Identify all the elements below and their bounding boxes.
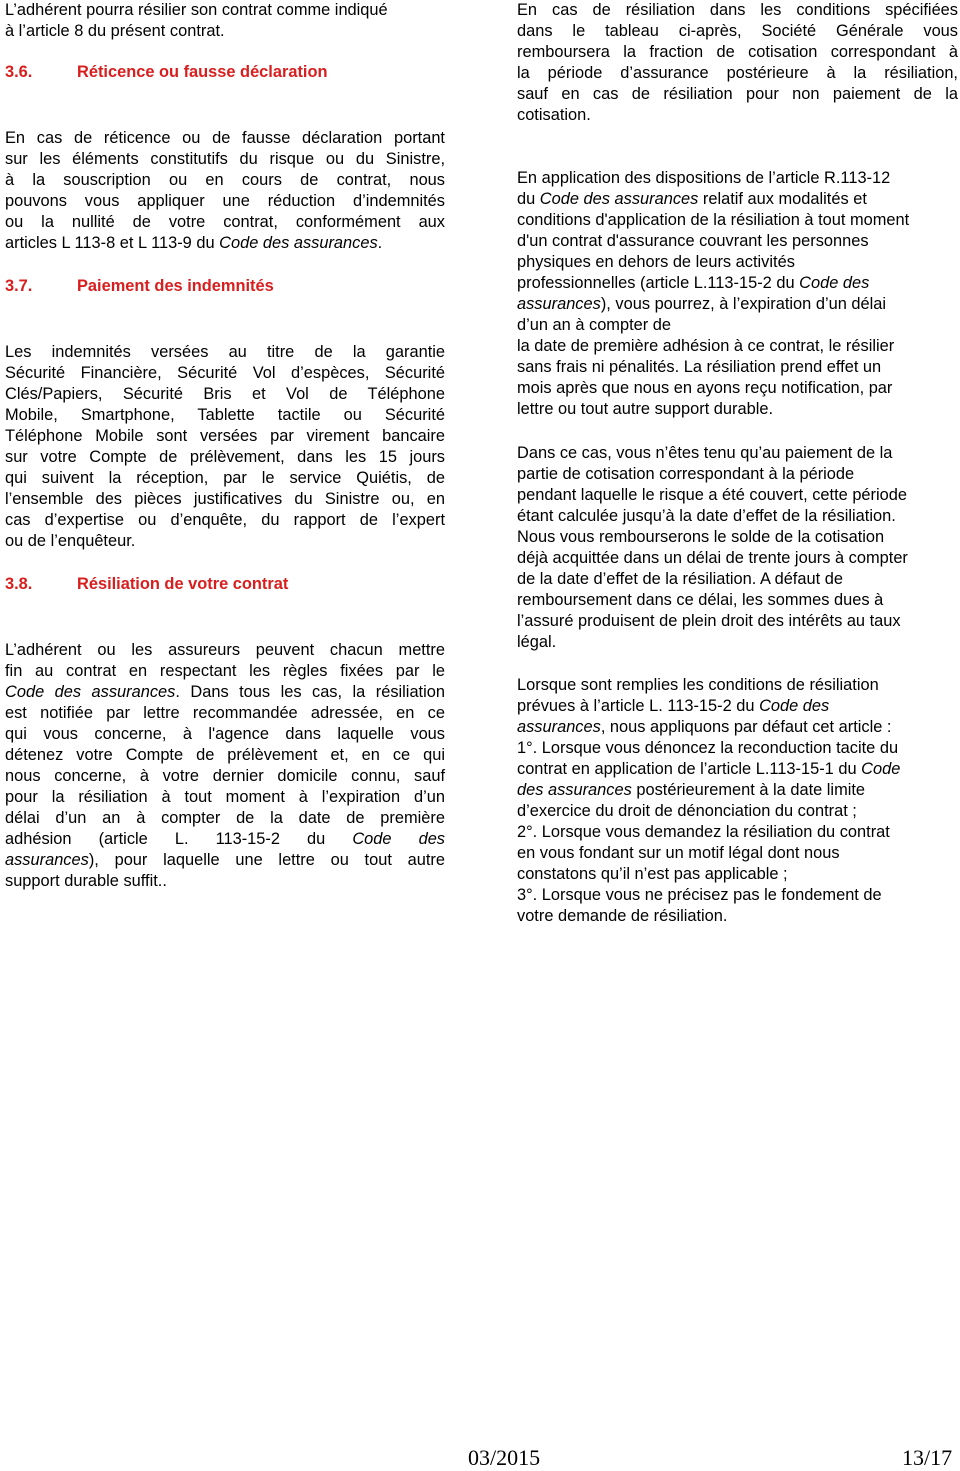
text-line: l’assuré produisent de plein droit des intérêts au taux bbox=[517, 612, 901, 630]
text-line: votre demande de résiliation. bbox=[517, 907, 728, 925]
text-line: articles L 113-8 et L 113-9 du Code des assurances. bbox=[5, 234, 383, 252]
text-line: est notifiée par lettre recommandée adressée, en ce bbox=[5, 704, 445, 722]
italic-reference: Code des bbox=[352, 830, 446, 848]
text-line: déjà acquittée dans un délai de trente jours à compter bbox=[517, 549, 908, 567]
text-line: Les indemnités versées au titre de la garantie bbox=[5, 343, 445, 361]
paragraph bbox=[517, 168, 958, 420]
text-line: étant calculée jusqu’à la date d’effet de la résiliation. bbox=[517, 507, 896, 525]
text-line: l’ensemble des pièces justificatives du Sinistre ou, en bbox=[5, 490, 445, 508]
italic-reference: Code des bbox=[759, 697, 830, 715]
text-line: support durable suffit.. bbox=[5, 872, 167, 890]
text-line: fin au contrat en respectant les règles fixées par le bbox=[5, 662, 445, 680]
text-line: d'un contrat d'assurance couvrant les personnes bbox=[517, 232, 869, 250]
text-line: remboursera la fraction de cotisation correspondant à bbox=[517, 43, 958, 61]
footer-date: 03/2015 bbox=[468, 1445, 541, 1470]
text-line: L’adhérent ou les assureurs peuvent chacun mettre bbox=[5, 641, 445, 659]
section-heading bbox=[5, 276, 445, 297]
paragraph bbox=[5, 0, 445, 42]
text-line: Mobile, Smartphone, Tablette tactile ou Sécurité bbox=[5, 406, 445, 424]
text-line: assurances), pour laquelle une lettre ou tout autre bbox=[5, 851, 445, 869]
paragraph bbox=[5, 342, 445, 552]
text-line: lettre ou tout autre support durable. bbox=[517, 400, 774, 418]
text-line: partie de cotisation correspondant à la période bbox=[517, 465, 855, 483]
text-line: qui vous concerne, à l'agence dans laquelle vous bbox=[5, 725, 445, 743]
italic-reference: des assurances bbox=[517, 781, 632, 799]
section-heading bbox=[5, 574, 445, 595]
text-line: nous concerne, à votre dernier domicile connu, sauf bbox=[5, 767, 445, 785]
italic-reference: Code bbox=[861, 760, 901, 778]
section-heading bbox=[5, 62, 445, 83]
text-line: conditions d'application de la résiliation à tout moment bbox=[517, 211, 910, 229]
text-line: la période d’assurance postérieure à la résiliation, bbox=[517, 64, 958, 82]
text-line: Téléphone Mobile sont versées par virement bancaire bbox=[5, 427, 445, 445]
section-title: Réticence ou fausse déclaration bbox=[77, 63, 328, 81]
text-line: la date de première adhésion à ce contrat, le résilier bbox=[517, 337, 895, 355]
text-line: d’exercice du droit de dénonciation du contrat ; bbox=[517, 802, 857, 820]
italic-reference: Code des assurances bbox=[219, 234, 378, 252]
section-number: 3.7. bbox=[5, 277, 33, 295]
text-line: légal. bbox=[517, 633, 557, 651]
text-line: en vous fondant sur un motif légal dont nous bbox=[517, 844, 840, 862]
section-number: 3.6. bbox=[5, 63, 33, 81]
text-line: pour la résiliation à tout moment à l’expiration d’un bbox=[5, 788, 445, 806]
section-title: Résiliation de votre contrat bbox=[77, 575, 289, 593]
text-line: prévues à l’article L. 113-15-2 du Code des bbox=[517, 697, 830, 715]
text-line: 2°. Lorsque vous demandez la résiliation du contrat bbox=[517, 823, 890, 841]
paragraph bbox=[517, 675, 958, 927]
text-line: Nous vous rembourserons le solde de la cotisation bbox=[517, 528, 885, 546]
text-line: sans frais ni pénalités. La résiliation prend effet un bbox=[517, 358, 882, 376]
text-line: 3°. Lorsque vous ne précisez pas le fondement de bbox=[517, 886, 882, 904]
text-line: mois après que nous en ayons reçu notification, par bbox=[517, 379, 893, 397]
italic-reference: Code des assurances bbox=[539, 190, 699, 208]
text-line: détenez votre Compte de prélèvement et, en ce qui bbox=[5, 746, 445, 764]
text-line: dans le tableau ci-après, Société Générale vous bbox=[517, 22, 958, 40]
text-line: professionnelles (article L.113-15-2 du Code des bbox=[517, 274, 870, 292]
text-line: d’un an à compter de bbox=[517, 316, 671, 334]
text-line: contrat en application de l’article L.113-15-1 du Code bbox=[517, 760, 901, 778]
text-line: adhésion (article L. 113-15-2 du Code des bbox=[5, 830, 446, 848]
paragraph bbox=[5, 640, 445, 892]
text-line: sauf en cas de résiliation pour non paiement de la bbox=[517, 85, 958, 103]
text-line: pendant laquelle le risque a été couvert, cette période bbox=[517, 486, 907, 504]
text-line: Dans ce cas, vous n’êtes tenu qu’au paiement de la bbox=[517, 444, 893, 462]
text-line: En cas de résiliation dans les conditions spécifiées bbox=[517, 1, 958, 19]
section-title: Paiement des indemnités bbox=[77, 277, 274, 295]
footer-page-number: 13/17 bbox=[902, 1445, 953, 1470]
section-heading-text bbox=[5, 574, 445, 595]
text-line: 1°. Lorsque vous dénoncez la reconduction tacite du bbox=[517, 739, 899, 757]
text-line: En application des dispositions de l’article R.113-12 bbox=[517, 169, 891, 187]
text-line: assurances), vous pourrez, à l’expiration d’un délai bbox=[517, 295, 886, 313]
italic-reference: assurances bbox=[517, 718, 601, 736]
text-line: ou de l’enquêteur. bbox=[5, 532, 136, 550]
text-line: constatons qu’il n’est pas applicable ; bbox=[517, 865, 788, 883]
text-line: Clés/Papiers, Sécurité Bris et Vol de Téléphone bbox=[5, 385, 445, 403]
text-line: Sécurité Financière, Sécurité Vol d’espèces, Sécurité bbox=[5, 364, 445, 382]
section-heading-text bbox=[5, 62, 445, 83]
text-line: L’adhérent pourra résilier son contrat comme indiqué bbox=[5, 1, 388, 19]
text-line: assurances, nous appliquons par défaut cet article : bbox=[517, 718, 892, 736]
text-line: qui suivent la réception, par le service Quiétis, de bbox=[5, 469, 445, 487]
paragraph bbox=[5, 128, 445, 254]
italic-reference: Code des assurances bbox=[5, 683, 176, 701]
text-line: remboursement dans ce délai, les sommes dues à bbox=[517, 591, 884, 609]
italic-reference: assurances bbox=[517, 295, 601, 313]
section-number: 3.8. bbox=[5, 575, 33, 593]
text-line: sur votre Compte de prélèvement, dans les 15 jours bbox=[5, 448, 445, 466]
text-line: physiques en dehors de leurs activités bbox=[517, 253, 795, 271]
text-line: cotisation. bbox=[517, 106, 591, 124]
italic-reference: assurances bbox=[5, 851, 89, 869]
text-line: à la souscription ou en cours de contrat, nous bbox=[5, 171, 445, 189]
text-line: délai d’un an à compter de la date de première bbox=[5, 809, 445, 827]
text-line: ou la nullité de votre contrat, conformément aux bbox=[5, 213, 445, 231]
text-line: des assurances postérieurement à la date limite bbox=[517, 781, 866, 799]
paragraph bbox=[517, 0, 958, 126]
text-line: Code des assurances. Dans tous les cas, la résiliation bbox=[5, 683, 445, 701]
text-line: du Code des assurances relatif aux modalités et bbox=[517, 190, 867, 208]
text-line: sur les éléments constitutifs du risque ou du Sinistre, bbox=[5, 150, 445, 168]
paragraph bbox=[517, 443, 958, 653]
italic-reference: Code des bbox=[799, 274, 870, 292]
text-line: de la date d’effet de la résiliation. A défaut de bbox=[517, 570, 843, 588]
text-line: à l’article 8 du présent contrat. bbox=[5, 22, 225, 40]
text-line: pouvons vous appliquer une réduction d’indemnités bbox=[5, 192, 445, 210]
text-line: En cas de réticence ou de fausse déclaration portant bbox=[5, 129, 445, 147]
section-heading-text bbox=[5, 276, 445, 297]
text-line: cas d’expertise ou d’enquête, du rapport de l’expert bbox=[5, 511, 445, 529]
text-line: Lorsque sont remplies les conditions de résiliation bbox=[517, 676, 879, 694]
